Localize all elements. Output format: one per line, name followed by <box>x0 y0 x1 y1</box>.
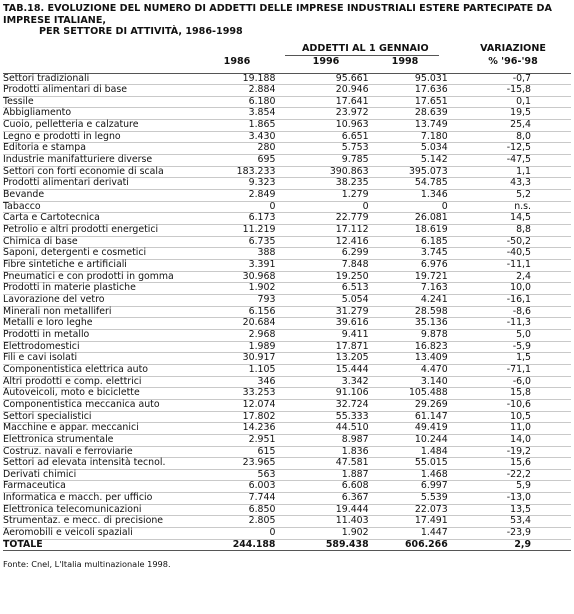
cell-1996: 17.871 <box>275 341 368 353</box>
cell-1998: 26.081 <box>369 213 448 225</box>
cell-1998: 35.136 <box>369 318 448 330</box>
cell-1996: 5.054 <box>275 294 368 306</box>
cell-variation: 25,4 <box>448 120 571 132</box>
table-row <box>3 481 571 493</box>
cell-sector: Aeromobili e veicoli spaziali <box>3 528 213 540</box>
cell-1998: 395.073 <box>369 166 448 178</box>
cell-1986: 183.233 <box>213 166 275 178</box>
cell-1996: 8.987 <box>275 434 368 446</box>
cell-variation: 5,2 <box>448 190 571 202</box>
table-row <box>3 458 571 470</box>
table-row <box>3 388 571 400</box>
cell-sector: Metalli e loro leghe <box>3 318 213 330</box>
cell-variation: 10,0 <box>448 283 571 295</box>
cell-1996: 13.205 <box>275 353 368 365</box>
table-body <box>3 74 571 551</box>
cell-1986: 793 <box>213 294 275 306</box>
cell-1986: 695 <box>213 155 275 167</box>
cell-sector: Componentistica elettrica auto <box>3 364 213 376</box>
table-row <box>3 213 571 225</box>
cell-variation: 1,5 <box>448 353 571 365</box>
cell-1996: 22.779 <box>275 213 368 225</box>
cell-1996: 3.342 <box>275 376 368 388</box>
cell-variation: -0,7 <box>448 74 571 85</box>
cell-1998: 28.639 <box>369 108 448 120</box>
cell-1998: 54.785 <box>369 178 448 190</box>
cell-1998: 6.976 <box>369 260 448 272</box>
title-line-1: TAB.18. EVOLUZIONE DEL NUMERO DI ADDETTI DELLE IMPRESE INDUSTRIALI ESTERE PARTECIPATE DA IMPRESE ITALIANE, <box>3 3 552 26</box>
table-row <box>3 446 571 458</box>
header-year-1996: 1996 <box>312 55 340 67</box>
cell-variation: 14,5 <box>448 213 571 225</box>
cell-1998: 13.749 <box>369 120 448 132</box>
total-cell-1998: 606.266 <box>369 539 448 551</box>
cell-sector: Cuoio, pelletteria e calzature <box>3 120 213 132</box>
cell-1986: 3.854 <box>213 108 275 120</box>
cell-1998: 4.241 <box>369 294 448 306</box>
cell-variation: -40,5 <box>448 248 571 260</box>
cell-1986: 563 <box>213 469 275 481</box>
cell-sector: Minerali non metalliferi <box>3 306 213 318</box>
table-row <box>3 423 571 435</box>
cell-sector: Costruz. navali e ferroviarie <box>3 446 213 458</box>
cell-variation: 0,1 <box>448 96 571 108</box>
cell-1986: 1.989 <box>213 341 275 353</box>
table-header <box>3 41 571 69</box>
cell-variation: 5,9 <box>448 481 571 493</box>
title-line-2: PER SETTORE DI ATTIVITÀ, 1986-1998 <box>39 26 243 37</box>
cell-variation: 53,4 <box>448 516 571 528</box>
cell-variation: -13,0 <box>448 493 571 505</box>
table-row <box>3 190 571 202</box>
cell-sector: Tessile <box>3 96 213 108</box>
cell-variation: -15,8 <box>448 85 571 97</box>
cell-1998: 61.147 <box>369 411 448 423</box>
cell-1986: 2.849 <box>213 190 275 202</box>
cell-variation: -11,1 <box>448 260 571 272</box>
cell-1986: 6.850 <box>213 504 275 516</box>
table-row <box>3 469 571 481</box>
cell-1998: 19.721 <box>369 271 448 283</box>
cell-1996: 19.444 <box>275 504 368 516</box>
table-row <box>3 528 571 540</box>
cell-1996: 38.235 <box>275 178 368 190</box>
cell-sector: Abbigliamento <box>3 108 213 120</box>
table-row <box>3 155 571 167</box>
cell-1986: 6.173 <box>213 213 275 225</box>
table-row <box>3 248 571 260</box>
table-row <box>3 74 571 85</box>
cell-sector: Derivati chimici <box>3 469 213 481</box>
cell-1996: 6.299 <box>275 248 368 260</box>
cell-1998: 6.997 <box>369 481 448 493</box>
cell-1986: 615 <box>213 446 275 458</box>
cell-sector: Bevande <box>3 190 213 202</box>
cell-1996: 6.513 <box>275 283 368 295</box>
table-row <box>3 236 571 248</box>
total-row <box>3 539 571 551</box>
cell-sector: Altri prodotti e comp. elettrici <box>3 376 213 388</box>
cell-sector: Prodotti in materie plastiche <box>3 283 213 295</box>
table-row <box>3 225 571 237</box>
cell-1996: 9.785 <box>275 155 368 167</box>
table-row <box>3 260 571 272</box>
cell-1986: 19.188 <box>213 74 275 85</box>
cell-1998: 13.409 <box>369 353 448 365</box>
table-row <box>3 306 571 318</box>
cell-1996: 15.444 <box>275 364 368 376</box>
cell-sector: Petrolio e altri prodotti energetici <box>3 225 213 237</box>
table-row <box>3 504 571 516</box>
cell-variation: -16,1 <box>448 294 571 306</box>
table-row <box>3 120 571 132</box>
cell-sector: Elettrodomestici <box>3 341 213 353</box>
header-variation-sub: % '96-'98 <box>488 55 538 67</box>
header-year-1986: 1986 <box>223 55 251 67</box>
total-cell-sector: TOTALE <box>3 539 213 551</box>
cell-1986: 3.391 <box>213 260 275 272</box>
cell-1996: 12.416 <box>275 236 368 248</box>
cell-1986: 33.253 <box>213 388 275 400</box>
cell-1986: 11.219 <box>213 225 275 237</box>
table-title <box>3 3 571 38</box>
cell-1998: 95.031 <box>369 74 448 85</box>
cell-1996: 7.848 <box>275 260 368 272</box>
cell-variation: -47,5 <box>448 155 571 167</box>
table-row <box>3 353 571 365</box>
cell-sector: Settori specialistici <box>3 411 213 423</box>
cell-1996: 47.581 <box>275 458 368 470</box>
cell-sector: Pneumatici e con prodotti in gomma <box>3 271 213 283</box>
cell-variation: 1,1 <box>448 166 571 178</box>
cell-1986: 23.965 <box>213 458 275 470</box>
cell-variation: -71,1 <box>448 364 571 376</box>
cell-1986: 14.236 <box>213 423 275 435</box>
cell-1996: 19.250 <box>275 271 368 283</box>
cell-1998: 55.015 <box>369 458 448 470</box>
cell-1986: 346 <box>213 376 275 388</box>
cell-sector: Informatica e macch. per ufficio <box>3 493 213 505</box>
total-cell-1996: 589.438 <box>275 539 368 551</box>
cell-variation: 14,0 <box>448 434 571 446</box>
table-row <box>3 516 571 528</box>
cell-1986: 1.105 <box>213 364 275 376</box>
cell-variation: -23,9 <box>448 528 571 540</box>
cell-1998: 105.488 <box>369 388 448 400</box>
cell-variation: -6,0 <box>448 376 571 388</box>
cell-1998: 17.651 <box>369 96 448 108</box>
cell-variation: 43,3 <box>448 178 571 190</box>
cell-1998: 18.619 <box>369 225 448 237</box>
cell-1986: 2.968 <box>213 329 275 341</box>
cell-sector: Prodotti in metallo <box>3 329 213 341</box>
cell-1996: 5.753 <box>275 143 368 155</box>
total-cell-1986: 244.188 <box>213 539 275 551</box>
cell-1996: 6.367 <box>275 493 368 505</box>
cell-1998: 10.244 <box>369 434 448 446</box>
cell-1986: 0 <box>213 528 275 540</box>
cell-1986: 280 <box>213 143 275 155</box>
cell-1998: 16.823 <box>369 341 448 353</box>
cell-variation: -19,2 <box>448 446 571 458</box>
cell-sector: Prodotti alimentari derivati <box>3 178 213 190</box>
cell-variation: 8,0 <box>448 131 571 143</box>
table-row <box>3 411 571 423</box>
table-row <box>3 318 571 330</box>
cell-variation: -12,5 <box>448 143 571 155</box>
table-row <box>3 178 571 190</box>
cell-1996: 17.112 <box>275 225 368 237</box>
cell-variation: -50,2 <box>448 236 571 248</box>
cell-1996: 0 <box>275 201 368 213</box>
cell-1998: 17.491 <box>369 516 448 528</box>
cell-1996: 9.411 <box>275 329 368 341</box>
cell-1998: 5.539 <box>369 493 448 505</box>
table-row <box>3 294 571 306</box>
cell-1998: 5.034 <box>369 143 448 155</box>
cell-1998: 9.878 <box>369 329 448 341</box>
cell-1996: 91.106 <box>275 388 368 400</box>
cell-variation: 15,8 <box>448 388 571 400</box>
table-row <box>3 341 571 353</box>
cell-1998: 6.185 <box>369 236 448 248</box>
cell-1986: 6.735 <box>213 236 275 248</box>
cell-1998: 49.419 <box>369 423 448 435</box>
cell-sector: Prodotti alimentari di base <box>3 85 213 97</box>
table-row <box>3 201 571 213</box>
cell-variation: 15,6 <box>448 458 571 470</box>
cell-1998: 5.142 <box>369 155 448 167</box>
cell-1998: 4.470 <box>369 364 448 376</box>
cell-variation: n.s. <box>448 201 571 213</box>
cell-sector: Legno e prodotti in legno <box>3 131 213 143</box>
cell-1986: 0 <box>213 201 275 213</box>
table-row <box>3 493 571 505</box>
cell-1996: 11.403 <box>275 516 368 528</box>
cell-1986: 2.805 <box>213 516 275 528</box>
cell-1986: 12.074 <box>213 399 275 411</box>
cell-1998: 0 <box>369 201 448 213</box>
header-year-1998: 1998 <box>391 55 419 67</box>
cell-1986: 388 <box>213 248 275 260</box>
cell-variation: -5,9 <box>448 341 571 353</box>
cell-1986: 3.430 <box>213 131 275 143</box>
table-row <box>3 143 571 155</box>
cell-1998: 7.180 <box>369 131 448 143</box>
table-row <box>3 376 571 388</box>
cell-1996: 1.836 <box>275 446 368 458</box>
cell-1986: 20.684 <box>213 318 275 330</box>
cell-1986: 1.902 <box>213 283 275 295</box>
header-group-label: ADDETTI AL 1 GENNAIO <box>302 42 429 54</box>
cell-1998: 1.447 <box>369 528 448 540</box>
table-row <box>3 283 571 295</box>
table-row <box>3 85 571 97</box>
cell-1998: 17.636 <box>369 85 448 97</box>
source-note: Fonte: Cnel, L'Italia multinazionale 1998. <box>3 559 171 570</box>
cell-1998: 28.598 <box>369 306 448 318</box>
data-table <box>3 74 571 552</box>
table-row <box>3 166 571 178</box>
cell-sector: Strumentaz. e mecc. di precisione <box>3 516 213 528</box>
cell-1998: 1.484 <box>369 446 448 458</box>
cell-sector: Componentistica meccanica auto <box>3 399 213 411</box>
cell-variation: -10,6 <box>448 399 571 411</box>
cell-sector: Macchine e appar. meccanici <box>3 423 213 435</box>
table-row <box>3 131 571 143</box>
cell-1998: 1.346 <box>369 190 448 202</box>
cell-1996: 95.661 <box>275 74 368 85</box>
cell-1998: 29.269 <box>369 399 448 411</box>
cell-variation: 2,4 <box>448 271 571 283</box>
table-row <box>3 271 571 283</box>
cell-1986: 17.802 <box>213 411 275 423</box>
cell-1986: 30.917 <box>213 353 275 365</box>
table-row <box>3 364 571 376</box>
cell-1996: 31.279 <box>275 306 368 318</box>
cell-1986: 6.003 <box>213 481 275 493</box>
cell-1998: 7.163 <box>369 283 448 295</box>
cell-variation: 11,0 <box>448 423 571 435</box>
cell-variation: 10,5 <box>448 411 571 423</box>
cell-1986: 2.884 <box>213 85 275 97</box>
cell-1996: 39.616 <box>275 318 368 330</box>
cell-variation: 5,0 <box>448 329 571 341</box>
cell-1996: 390.863 <box>275 166 368 178</box>
cell-1986: 1.865 <box>213 120 275 132</box>
cell-sector: Settori tradizionali <box>3 74 213 85</box>
cell-1996: 44.510 <box>275 423 368 435</box>
cell-1996: 17.641 <box>275 96 368 108</box>
cell-variation: 13,5 <box>448 504 571 516</box>
cell-variation: -11,3 <box>448 318 571 330</box>
cell-sector: Autoveicoli, moto e biciclette <box>3 388 213 400</box>
cell-sector: Lavorazione del vetro <box>3 294 213 306</box>
cell-sector: Settori con forti economie di scala <box>3 166 213 178</box>
cell-1986: 30.968 <box>213 271 275 283</box>
cell-1996: 10.963 <box>275 120 368 132</box>
cell-1996: 20.946 <box>275 85 368 97</box>
cell-sector: Editoria e stampa <box>3 143 213 155</box>
table-row <box>3 434 571 446</box>
header-variation-label: VARIAZIONE <box>480 42 546 54</box>
cell-1996: 23.972 <box>275 108 368 120</box>
cell-sector: Carta e Cartotecnica <box>3 213 213 225</box>
cell-sector: Industrie manifatturiere diverse <box>3 155 213 167</box>
cell-1996: 1.279 <box>275 190 368 202</box>
cell-sector: Tabacco <box>3 201 213 213</box>
cell-1996: 6.651 <box>275 131 368 143</box>
total-cell-variation: 2,9 <box>448 539 571 551</box>
cell-variation: 8,8 <box>448 225 571 237</box>
cell-sector: Elettronica strumentale <box>3 434 213 446</box>
cell-sector: Saponi, detergenti e cosmetici <box>3 248 213 260</box>
cell-1998: 1.468 <box>369 469 448 481</box>
cell-1986: 6.180 <box>213 96 275 108</box>
cell-1998: 3.745 <box>369 248 448 260</box>
table-row <box>3 108 571 120</box>
cell-1996: 55.333 <box>275 411 368 423</box>
table-row <box>3 329 571 341</box>
cell-sector: Fibre sintetiche e artificiali <box>3 260 213 272</box>
cell-sector: Chimica di base <box>3 236 213 248</box>
cell-1998: 3.140 <box>369 376 448 388</box>
table-row <box>3 399 571 411</box>
cell-sector: Fili e cavi isolati <box>3 353 213 365</box>
cell-1986: 9.323 <box>213 178 275 190</box>
cell-sector: Farmaceutica <box>3 481 213 493</box>
cell-variation: 19,5 <box>448 108 571 120</box>
cell-1996: 6.608 <box>275 481 368 493</box>
cell-1986: 2.951 <box>213 434 275 446</box>
cell-sector: Elettronica telecomunicazioni <box>3 504 213 516</box>
cell-1986: 6.156 <box>213 306 275 318</box>
table-row <box>3 96 571 108</box>
cell-variation: -8,6 <box>448 306 571 318</box>
cell-1996: 1.887 <box>275 469 368 481</box>
cell-sector: Settori ad elevata intensità tecnol. <box>3 458 213 470</box>
cell-1998: 22.073 <box>369 504 448 516</box>
cell-1996: 32.724 <box>275 399 368 411</box>
cell-1996: 1.902 <box>275 528 368 540</box>
cell-1986: 7.744 <box>213 493 275 505</box>
cell-variation: -22,2 <box>448 469 571 481</box>
